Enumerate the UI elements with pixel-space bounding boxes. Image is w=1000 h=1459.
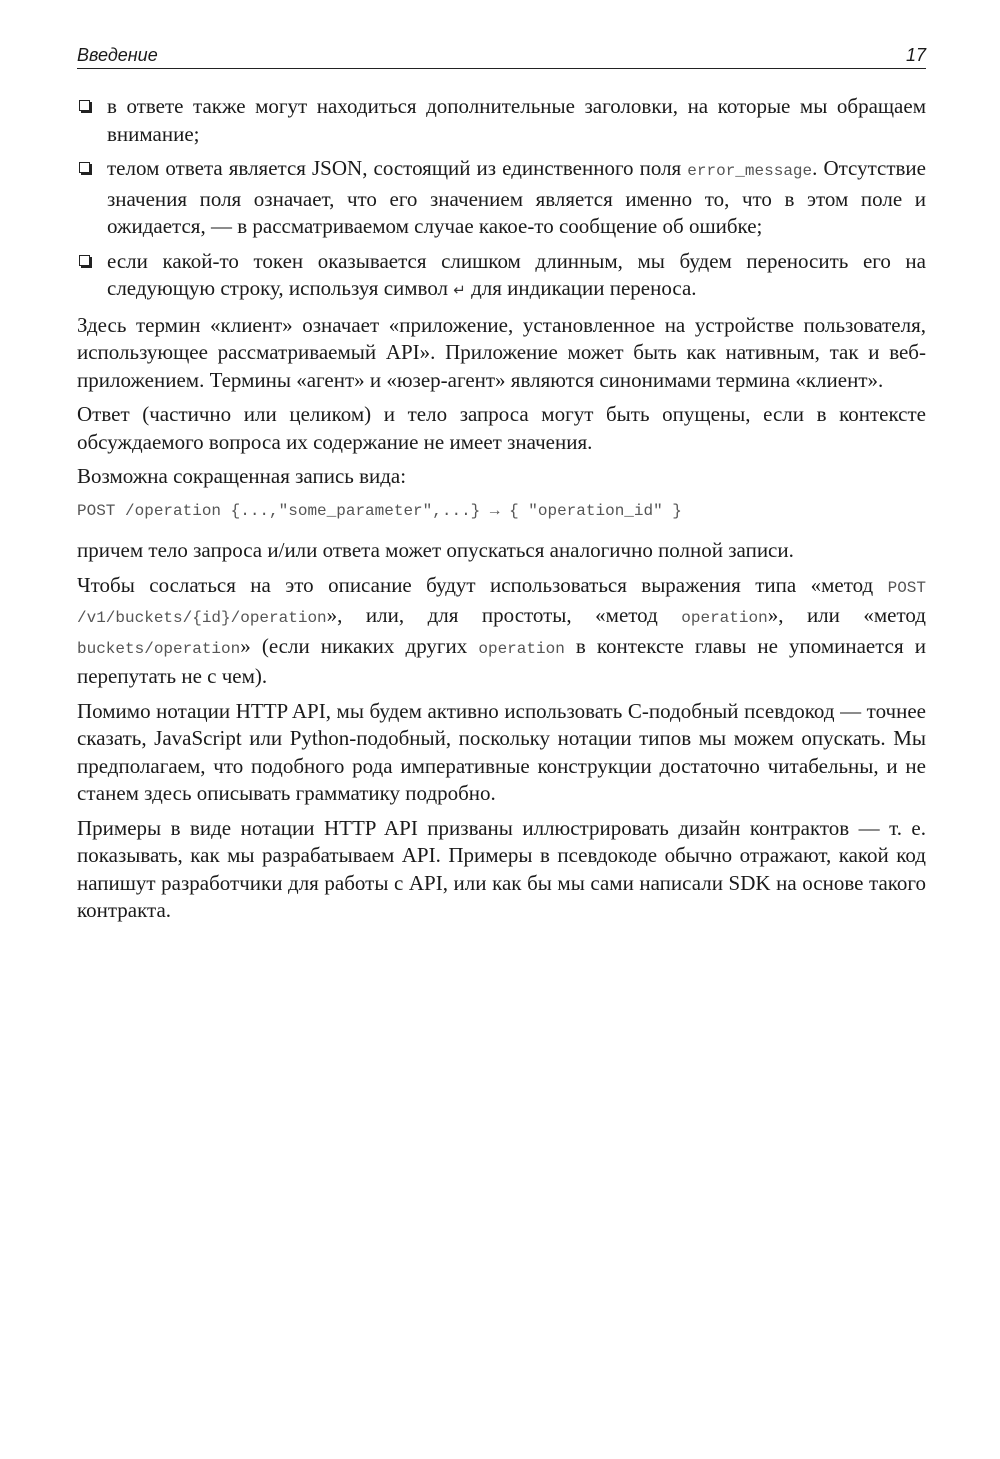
- square-bullet-icon: [79, 100, 90, 111]
- inline-code: operation: [681, 609, 768, 627]
- paragraph-examples: Примеры в виде нотации HTTP API призваны иллюстрировать дизайн контрактов — т. е. показывать, как мы разрабатываем API. Примеры в псевдокоде обычно отражают, какой код напишут разработчики для работы с API, или как бы мы сами написали SDK на основе такого контракта.: [77, 815, 926, 922]
- bullet-list: [77, 93, 926, 305]
- line-wrap-icon: ↵: [453, 281, 466, 299]
- paragraph-client-term: Здесь термин «клиент» означает «приложение, установленное на устройстве пользователя, использующее рассматриваемый API». Приложение может быть как нативным, так и веб-приложением. Термины «агент» и «юзер-агент» являются синонимами термина «клиент».: [77, 312, 926, 392]
- list-item: в ответе также могут находиться дополнительные заголовки, на которые мы обращаем внимание;: [77, 93, 926, 148]
- list-item: если какой-то токен оказывается слишком длинным, мы будем переносить его на следующую строку, используя символ ↵ для индикации переноса.: [77, 248, 926, 305]
- inline-code: buckets/operation: [77, 639, 241, 658]
- paragraph-short-form-intro: Возможна сокращенная запись вида:: [77, 464, 407, 488]
- code-example: POST /operation {...,"some_parameter",...} → { "operation_id" }: [77, 501, 682, 520]
- square-bullet-icon: [79, 162, 90, 173]
- square-bullet-icon: [79, 255, 90, 266]
- inline-code: error_message: [687, 162, 813, 180]
- running-header: [77, 44, 926, 69]
- page-number: 17: [905, 45, 926, 65]
- list-item: телом ответа является JSON, состоящий из единственного поля error_message. Отсутствие значения поля означает, что его значением является именно то, что в этом поле и ожидается, — в рассматриваемом случае какое-то сообщение об ошибке;: [77, 155, 926, 241]
- paragraph-omitted: Ответ (частично или целиком) и тело запроса могут быть опущены, если в контексте обсуждаемого вопроса их содержание не имеет значения.: [77, 402, 926, 454]
- book-page: [77, 44, 926, 932]
- paragraph-reference: Чтобы сослаться на это описание будут использоваться выражения типа «метод POST /v1/buckets/{id}/operation», или, для простоты, «метод operation», или «метод buckets/operation» (если никаких других operation в контексте главы не упоминается и перепутать не с чем).: [77, 572, 926, 688]
- inline-code: POST /v1/buckets/{id}/operation: [77, 578, 926, 627]
- chapter-title: Введение: [77, 45, 158, 65]
- inline-code: operation: [478, 639, 565, 658]
- paragraph-short-form-note: причем тело запроса и/или ответа может опускаться аналогично полной записи.: [77, 538, 794, 562]
- paragraph-pseudocode: Помимо нотации HTTP API, мы будем активно использовать C-подобный псевдокод — точнее сказать, JavaScript или Python-подобный, поскольку нотации типов мы можем опускать. Мы предполагаем, что подобного рода императивные конструкции достаточно читабельны, и не станем здесь описывать грамматику подробно.: [77, 698, 926, 805]
